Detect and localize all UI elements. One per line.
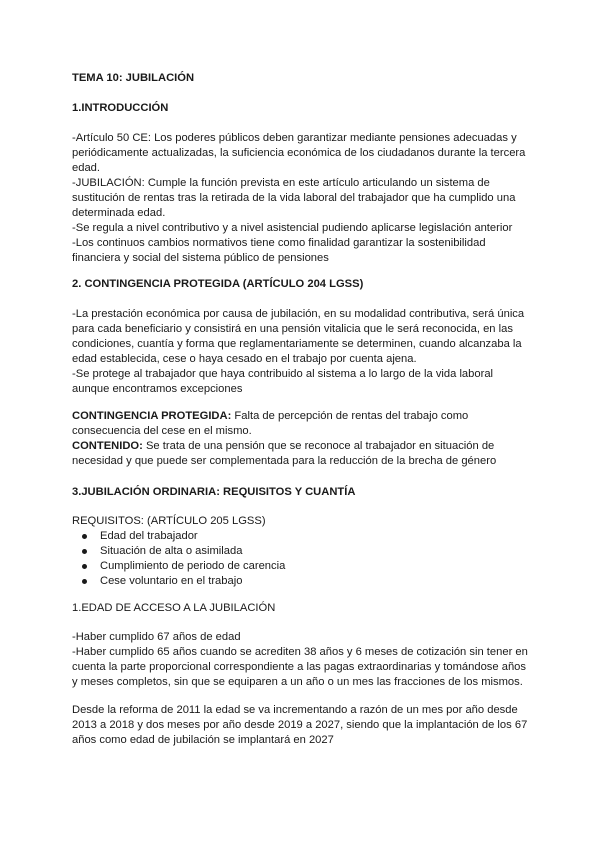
- subsection-heading: 1.EDAD DE ACCESO A LA JUBILACIÓN: [72, 602, 276, 614]
- paragraph: -Haber cumplido 65 años cuando se acrediten 38 años y 6 meses de cotización sin tener en cuenta la parte proporcional correspondiente a las pagas extraordinarias y tomándose años y meses completos, sin que se equiparen a un año o un mes las fracciones de los mismos.: [72, 646, 528, 688]
- section-1-body: [72, 131, 530, 266]
- definition-text: Falta de percepción de rentas del trabajo como consecuencia del cese en el mismo.: [72, 410, 469, 437]
- paragraph: -Los continuos cambios normativos tiene como finalidad garantizar la sostenibilidad financiera y social del sistema público de pensiones: [72, 237, 486, 264]
- section-1-heading: 1.INTRODUCCIÓN: [72, 102, 169, 114]
- requirements-list: [72, 529, 530, 589]
- paragraph: -La prestación económica por causa de jubilación, en su modalidad contributiva, será única para cada beneficiario y consistirá en una pensión vitalicia que le será reconocida, en las condiciones, cuantía y forma que reglamentariamente se determinen, cuando alcanzaba la edad establecida, cese o haya cesado en el trabajo por cuenta ajena.: [72, 308, 525, 365]
- list-item: Cumplimiento de periodo de carencia: [72, 559, 530, 574]
- definition-contingencia: [72, 409, 530, 439]
- list-item: Cese voluntario en el trabajo: [72, 574, 530, 589]
- definition-contenido: [72, 439, 530, 469]
- paragraph: -Haber cumplido 67 años de edad: [72, 631, 241, 643]
- definition-label: CONTINGENCIA PROTEGIDA:: [72, 410, 232, 422]
- list-item: Edad del trabajador: [72, 529, 530, 544]
- paragraph: -Artículo 50 CE: Los poderes públicos deben garantizar mediante pensiones adecuadas y periódicamente actualizadas, la suficiencia económica de los ciudadanos durante la tercera edad.: [72, 132, 526, 174]
- paragraph: -JUBILACIÓN: Cumple la función prevista en este artículo articulando un sistema de sustitución de rentas tras la retirada de la vida laboral del trabajador que ha cumplido una determinada edad.: [72, 177, 516, 219]
- paragraph: -Se protege al trabajador que haya contribuido al sistema a lo largo de la vida laboral aunque encontramos excepciones: [72, 368, 494, 395]
- requirements-label: REQUISITOS: (ARTÍCULO 205 LGSS): [72, 515, 266, 527]
- reform-paragraph: Desde la reforma de 2011 la edad se va incrementando a razón de un mes por año desde 2013 a 2018 y dos meses por año desde 2019 a 2027, siendo que la implantación de los 67 años como edad de jubilación se implantará en 2027: [72, 704, 528, 746]
- section-2-heading: 2. CONTINGENCIA PROTEGIDA (ARTÍCULO 204 LGSS): [72, 278, 364, 290]
- section-2-body: [72, 307, 530, 397]
- definition-label: CONTENIDO:: [72, 440, 143, 452]
- document-title: TEMA 10: JUBILACIÓN: [72, 72, 195, 84]
- requirements: [72, 514, 530, 589]
- section-3-heading: 3.JUBILACIÓN ORDINARIA: REQUISITOS Y CUANTÍA: [72, 486, 356, 498]
- paragraph: -Se regula a nivel contributivo y a nivel asistencial pudiendo aplicarse legislación anterior: [72, 222, 513, 234]
- definition-text: Se trata de una pensión que se reconoce al trabajador en situación de necesidad y que puede ser complementada para la reducción de la brecha de género: [72, 440, 497, 467]
- list-item: Situación de alta o asimilada: [72, 544, 530, 559]
- section-2-definitions: [72, 409, 530, 469]
- age-conditions: [72, 630, 530, 690]
